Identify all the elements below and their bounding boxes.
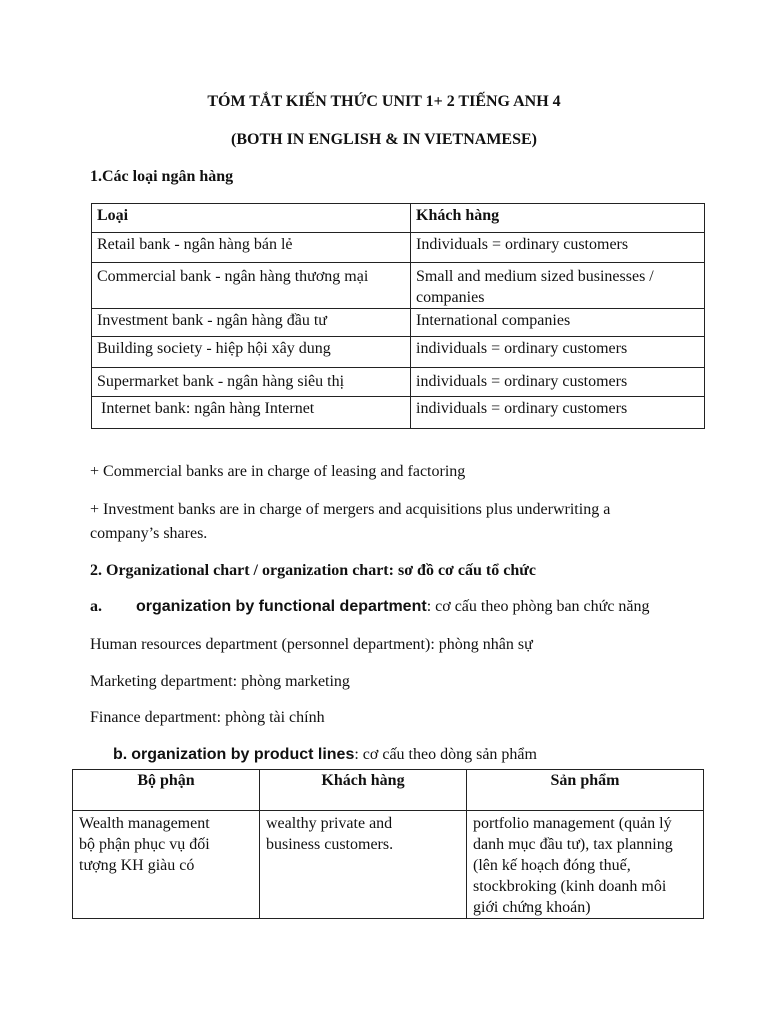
cell-line: danh mục đầu tư), tax planning (473, 836, 673, 853)
table-cell: individuals = ordinary customers (411, 397, 705, 429)
section1-heading: 1.Các loại ngân hàng (90, 168, 234, 185)
cell-line: stockbroking (kinh doanh môi (473, 878, 667, 895)
table-header-cell: Loại (92, 204, 411, 233)
table-cell: Building society - hiệp hội xây dung (92, 337, 411, 368)
table-row (92, 309, 705, 337)
table-row (92, 263, 705, 309)
table-header-row (92, 204, 705, 233)
table-header-cell: Khách hàng (411, 204, 705, 233)
section2b-heading-bold: organization by product lines (131, 746, 355, 763)
cell-line: bộ phận phục vụ đối (79, 836, 210, 853)
table-cell: Small and medium sized businesses / companies (411, 263, 705, 309)
section2-heading: 2. Organizational chart / organization chart: sơ đồ cơ cấu tổ chức (90, 562, 536, 579)
cell-line: giới chứng khoán) (473, 899, 591, 916)
document-subtitle: (BOTH IN ENGLISH & IN VIETNAMESE) (231, 131, 537, 148)
section2a-heading (136, 598, 650, 616)
table-cell: Internet bank: ngân hàng Internet (92, 397, 411, 429)
table-header-cell: Khách hàng (260, 770, 467, 811)
table-cell: Supermarket bank - ngân hàng siêu thị (92, 368, 411, 397)
note-investment-banks-cont: company’s shares. (90, 525, 208, 542)
section2a-label: a. (90, 598, 102, 615)
table-cell: individuals = ordinary customers (411, 368, 705, 397)
table-cell: Investment bank - ngân hàng đầu tư (92, 309, 411, 337)
department-item: Marketing department: phòng marketing (90, 673, 350, 690)
table-row (92, 368, 705, 397)
department-item: Finance department: phòng tài chính (90, 709, 325, 726)
section2b-heading-rest: : cơ cấu theo dòng sản phẩm (354, 746, 537, 763)
table-header-row (73, 770, 704, 811)
table-cell: International companies (411, 309, 705, 337)
table-row (73, 811, 704, 919)
table-cell (467, 811, 704, 919)
cell-line: (lên kế hoạch đóng thuế, (473, 857, 631, 874)
table-cell (260, 811, 467, 919)
table-cell: Retail bank - ngân hàng bán lẻ (92, 233, 411, 263)
table-row (92, 397, 705, 429)
table-header-cell: Sản phẩm (467, 770, 704, 811)
cell-line: portfolio management (quản lý (473, 815, 672, 832)
note-commercial-banks: + Commercial banks are in charge of leasing and factoring (90, 463, 466, 480)
department-item: Human resources department (personnel department): phòng nhân sự (90, 636, 533, 653)
section2a-heading-bold: organization by functional department (136, 598, 427, 615)
table-cell: individuals = ordinary customers (411, 337, 705, 368)
product-lines-table (72, 769, 704, 919)
table-cell: Individuals = ordinary customers (411, 233, 705, 263)
table-row (92, 233, 705, 263)
note-investment-banks: + Investment banks are in charge of mergers and acquisitions plus underwriting a (90, 501, 611, 518)
table-cell: Commercial bank - ngân hàng thương mại (92, 263, 411, 309)
section2a-heading-rest: : cơ cấu theo phòng ban chức năng (426, 598, 650, 615)
cell-line: wealthy private and (266, 815, 393, 832)
cell-line: Wealth management (79, 815, 210, 832)
section2b-label: b. (113, 746, 128, 763)
section2b-heading (113, 746, 537, 764)
cell-line: tượng KH giàu có (79, 857, 195, 874)
bank-types-table (91, 203, 705, 429)
document-title: TÓM TẮT KIẾN THỨC UNIT 1+ 2 TIẾNG ANH 4 (207, 93, 561, 110)
table-cell (73, 811, 260, 919)
table-header-cell: Bộ phận (73, 770, 260, 811)
table-row (92, 337, 705, 368)
cell-line: business customers. (266, 836, 394, 853)
